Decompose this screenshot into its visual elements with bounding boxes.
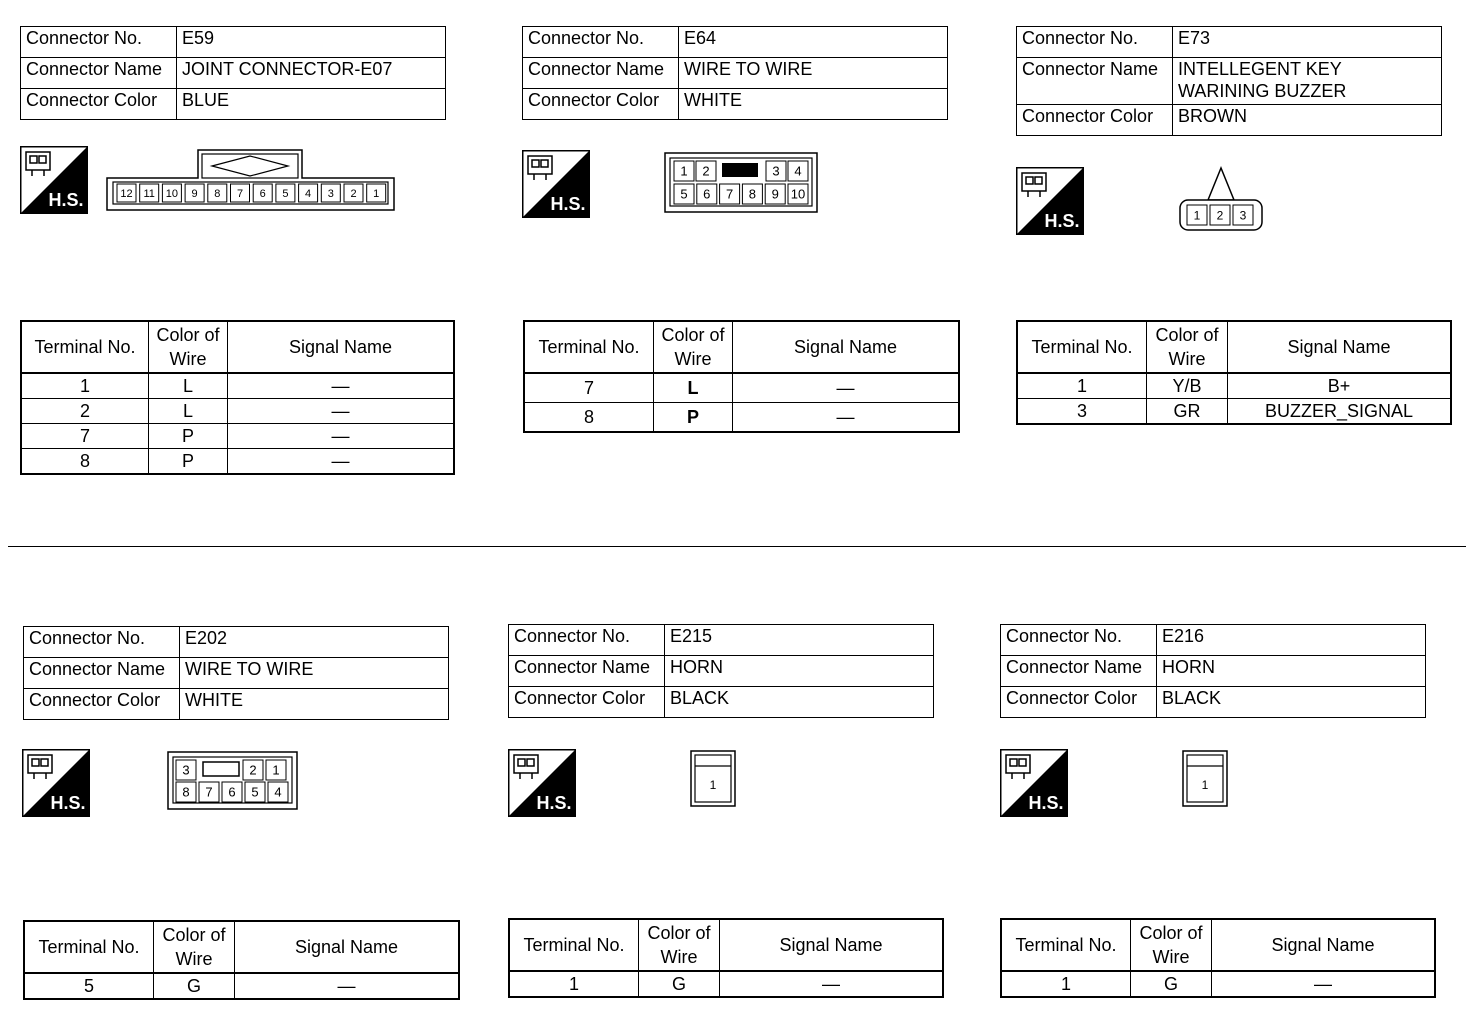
terminal-cell: 5	[24, 973, 154, 999]
terminal-no-header: Terminal No.	[21, 321, 149, 373]
pin-label: 6	[259, 187, 266, 200]
wire-color-cell: Y/B	[1147, 373, 1228, 399]
connector-name-label: Connector Name	[509, 656, 665, 687]
connector-color-value: WHITE	[679, 89, 948, 120]
connector-no-value: E59	[177, 27, 446, 58]
connector-no-label: Connector No.	[523, 27, 679, 58]
terminal-cell: 7	[524, 373, 654, 403]
signal-cell: B+	[1228, 373, 1452, 399]
connector-name-value: HORN	[665, 656, 934, 687]
terminal-table	[1000, 918, 1436, 998]
harness-side-icon	[522, 150, 590, 218]
harness-side-icon	[1016, 167, 1084, 235]
connector-color-value: WHITE	[180, 689, 449, 720]
connector-panel-e215	[508, 624, 934, 718]
connector-panel-e216	[1000, 624, 1426, 718]
connector-name-line-1: INTELLEGENT KEY	[1178, 59, 1342, 79]
connector-face-e73	[1178, 166, 1264, 234]
connector-color-label: Connector Color	[24, 689, 180, 720]
terminal-cell: 1	[1001, 971, 1131, 997]
terminal-cell: 1	[509, 971, 639, 997]
connector-no-value: E202	[180, 627, 449, 658]
terminal-cell: 8	[524, 403, 654, 433]
color-of-wire-header: Color of Wire	[149, 321, 228, 373]
pin-label: 1	[1193, 208, 1201, 223]
section-divider	[8, 546, 1466, 547]
pin-label: 5	[680, 186, 688, 202]
pin-label: 10	[790, 186, 806, 202]
connector-panel-e64	[522, 26, 948, 120]
pin-label: 9	[191, 187, 198, 200]
color-of-wire-header: Color of Wire	[1131, 919, 1212, 971]
signal-cell: —	[733, 403, 960, 433]
table-row	[524, 403, 959, 433]
terminal-cell: 7	[21, 424, 149, 449]
color-of-wire-header: Color of Wire	[654, 321, 733, 373]
table-row	[21, 449, 454, 475]
pin-label: 1	[1201, 778, 1209, 792]
hs-label: H.S.	[536, 793, 572, 813]
connector-name-value: WIRE TO WIRE	[679, 58, 948, 89]
connector-no-label: Connector No.	[21, 27, 177, 58]
pin-label: 11	[143, 187, 155, 200]
connector-name-value	[1173, 58, 1442, 105]
connector-color-label: Connector Color	[21, 89, 177, 120]
connector-name-label: Connector Name	[523, 58, 679, 89]
connector-info-table	[23, 626, 449, 720]
pin-label: 6	[703, 186, 711, 202]
connector-face-e59	[106, 148, 396, 212]
table-row	[509, 971, 943, 997]
pin-label: 7	[725, 186, 734, 202]
pin-label: 7	[236, 187, 244, 200]
pin-label: 9	[771, 186, 779, 202]
connector-no-label: Connector No.	[1017, 27, 1173, 58]
signal-cell: BUZZER_SIGNAL	[1228, 399, 1452, 425]
connector-no-label: Connector No.	[509, 625, 665, 656]
connector-info-table	[508, 624, 934, 718]
pin-label: 1	[373, 187, 380, 200]
pin-label: 2	[350, 187, 357, 200]
connector-no-value: E215	[665, 625, 934, 656]
pin-label: 5	[282, 187, 289, 200]
terminal-no-header: Terminal No.	[24, 921, 154, 973]
connector-color-value: BLUE	[177, 89, 446, 120]
connector-no-value: E73	[1173, 27, 1442, 58]
signal-cell: —	[228, 399, 455, 424]
wire-color-cell: P	[149, 424, 228, 449]
table-row	[21, 399, 454, 424]
connector-face-e64	[664, 152, 819, 214]
wire-color-cell: L	[654, 373, 733, 403]
signal-cell: —	[228, 424, 455, 449]
connector-color-value: BROWN	[1173, 105, 1442, 136]
harness-side-icon	[20, 146, 88, 214]
connector-color-label: Connector Color	[509, 687, 665, 718]
connector-no-label: Connector No.	[24, 627, 180, 658]
terminal-table	[23, 920, 460, 1000]
connector-name-label: Connector Name	[24, 658, 180, 689]
connector-panel-e202	[23, 626, 449, 720]
pin-label: 4	[274, 784, 282, 800]
connector-name-label: Connector Name	[1001, 656, 1157, 687]
connector-no-label: Connector No.	[1001, 625, 1157, 656]
pin-label: 7	[205, 784, 213, 800]
hs-label: H.S.	[48, 190, 84, 210]
pin-label: 8	[214, 187, 221, 200]
table-row	[1001, 971, 1435, 997]
pin-label: 6	[228, 784, 236, 800]
signal-name-header: Signal Name	[235, 921, 460, 973]
connector-info-table	[1016, 26, 1442, 136]
pin-label: 4	[794, 163, 802, 179]
wire-color-cell: P	[654, 403, 733, 433]
pin-label: 8	[182, 784, 190, 800]
terminal-cell: 1	[1017, 373, 1147, 399]
signal-cell: —	[720, 971, 944, 997]
terminal-table	[20, 320, 455, 475]
wire-color-cell: G	[1131, 971, 1212, 997]
pin-label: 1	[680, 163, 688, 179]
color-of-wire-header: Color of Wire	[1147, 321, 1228, 373]
table-row	[1017, 373, 1451, 399]
connector-name-label: Connector Name	[21, 58, 177, 89]
connector-no-value: E216	[1157, 625, 1426, 656]
terminal-cell: 1	[21, 373, 149, 399]
pin-label: 2	[1216, 208, 1224, 223]
connector-color-label: Connector Color	[1017, 105, 1173, 136]
terminal-cell: 8	[21, 449, 149, 475]
pin-label: 2	[249, 762, 257, 778]
table-row	[21, 424, 454, 449]
connector-name-value: JOINT CONNECTOR-E07	[177, 58, 446, 89]
hs-label: H.S.	[1044, 211, 1080, 231]
pin-label: 3	[772, 163, 780, 179]
pin-label: 10	[165, 187, 179, 200]
connector-color-label: Connector Color	[523, 89, 679, 120]
connector-name-label: Connector Name	[1017, 58, 1173, 105]
color-of-wire-header: Color of Wire	[154, 921, 235, 973]
signal-cell: —	[1212, 971, 1436, 997]
connector-panel-e59	[20, 26, 446, 120]
connector-face-e215	[690, 750, 738, 808]
connector-no-value: E64	[679, 27, 948, 58]
pin-label: 1	[272, 762, 280, 778]
hs-label: H.S.	[1028, 793, 1064, 813]
signal-name-header: Signal Name	[1228, 321, 1452, 373]
harness-side-icon	[1000, 749, 1068, 817]
wire-color-cell: P	[149, 449, 228, 475]
connector-face-e202	[167, 751, 299, 811]
table-row	[524, 373, 959, 403]
wire-color-cell: G	[154, 973, 235, 999]
connector-info-table	[522, 26, 948, 120]
connector-color-value: BLACK	[665, 687, 934, 718]
pin-label: 3	[327, 187, 334, 200]
terminal-no-header: Terminal No.	[524, 321, 654, 373]
pin-label: 3	[1239, 208, 1247, 223]
wire-color-cell: L	[149, 399, 228, 424]
hs-label: H.S.	[50, 793, 86, 813]
terminal-no-header: Terminal No.	[1001, 919, 1131, 971]
color-of-wire-header: Color of Wire	[639, 919, 720, 971]
pin-label: 1	[709, 778, 717, 792]
table-row	[24, 973, 459, 999]
pin-label: 5	[251, 784, 259, 800]
signal-name-header: Signal Name	[1212, 919, 1436, 971]
signal-cell: —	[228, 373, 455, 399]
signal-name-header: Signal Name	[720, 919, 944, 971]
terminal-no-header: Terminal No.	[509, 919, 639, 971]
wire-color-cell: G	[639, 971, 720, 997]
connector-name-value: WIRE TO WIRE	[180, 658, 449, 689]
signal-name-header: Signal Name	[228, 321, 455, 373]
signal-cell: —	[235, 973, 460, 999]
harness-side-icon	[22, 749, 90, 817]
pin-label: 8	[748, 186, 757, 202]
connector-info-table	[20, 26, 446, 120]
terminal-table	[508, 918, 944, 998]
connector-face-e216	[1182, 750, 1230, 808]
connector-color-value: BLACK	[1157, 687, 1426, 718]
pin-label: 2	[702, 163, 710, 179]
pin-label: 12	[120, 187, 133, 200]
connector-name-line-2: WARINING BUZZER	[1178, 81, 1347, 101]
connector-info-table	[1000, 624, 1426, 718]
wire-color-cell: L	[149, 373, 228, 399]
terminal-table	[523, 320, 960, 433]
pin-label: 4	[305, 187, 312, 200]
connector-name-value: HORN	[1157, 656, 1426, 687]
harness-side-icon	[508, 749, 576, 817]
table-row	[1017, 399, 1451, 425]
table-row	[21, 373, 454, 399]
terminal-cell: 2	[21, 399, 149, 424]
pin-label: 3	[182, 762, 190, 778]
hs-label: H.S.	[550, 194, 586, 214]
terminal-cell: 3	[1017, 399, 1147, 425]
terminal-table	[1016, 320, 1452, 425]
connector-color-label: Connector Color	[1001, 687, 1157, 718]
signal-cell: —	[228, 449, 455, 475]
signal-cell: —	[733, 373, 960, 403]
terminal-no-header: Terminal No.	[1017, 321, 1147, 373]
wire-color-cell: GR	[1147, 399, 1228, 425]
connector-panel-e73	[1016, 26, 1442, 136]
signal-name-header: Signal Name	[733, 321, 960, 373]
